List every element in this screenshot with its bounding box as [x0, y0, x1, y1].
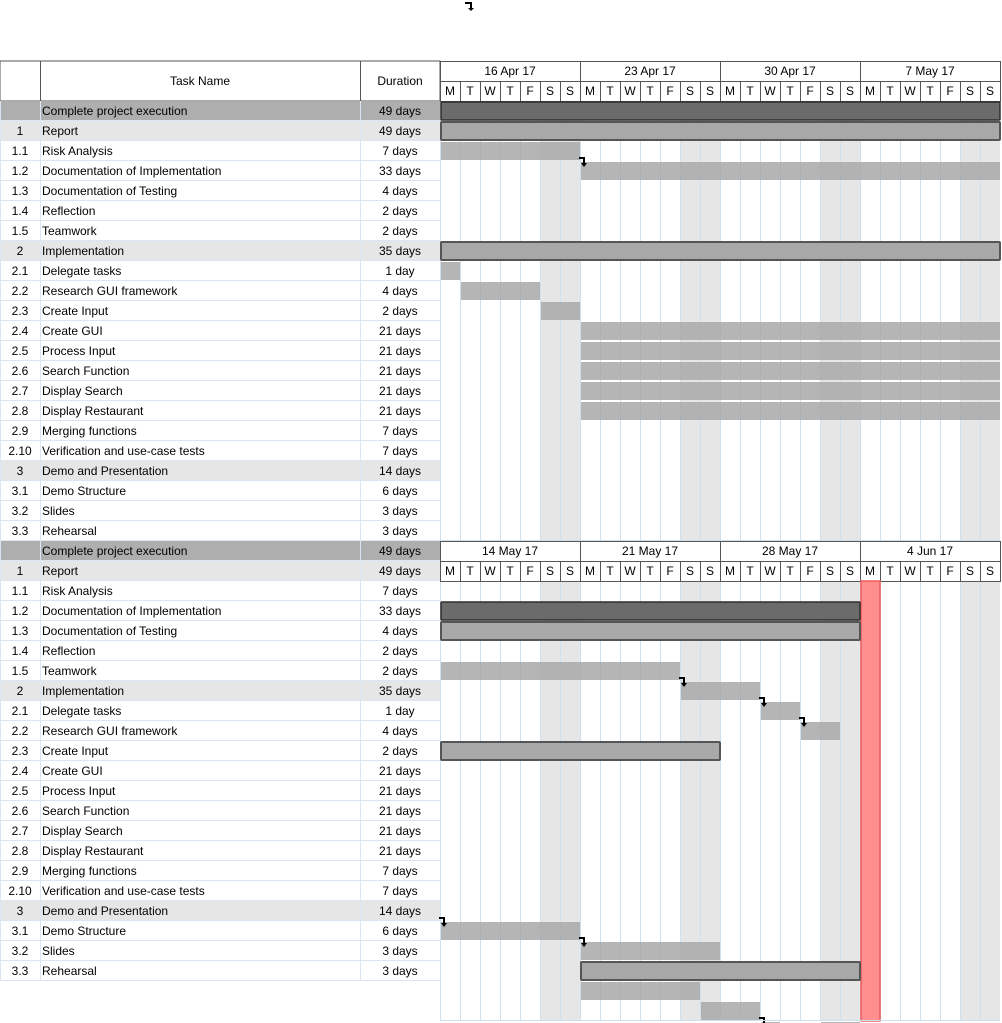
task-bar [801, 722, 840, 740]
table-row[interactable] [0, 401, 440, 421]
task-duration: 49 days [378, 124, 422, 138]
task-bar [581, 322, 1000, 340]
task-duration: 4 days [382, 184, 418, 198]
task-bar [581, 942, 720, 960]
task-name: Merging functions [42, 424, 137, 438]
task-duration: 21 days [378, 844, 422, 858]
task-duration: 6 days [382, 924, 418, 938]
day-letter: S [565, 84, 575, 98]
task-bar [581, 402, 1000, 420]
task-bar [581, 162, 1000, 180]
day-letter: S [825, 84, 835, 98]
task-duration: 2 days [382, 304, 418, 318]
task-bar [441, 142, 580, 160]
table-row[interactable] [0, 461, 440, 481]
task-id: 2.6 [11, 804, 29, 818]
table-row[interactable] [0, 861, 440, 881]
task-name: Slides [42, 504, 75, 518]
table-row[interactable] [0, 561, 440, 581]
task-duration: 21 days [378, 764, 422, 778]
day-letter: W [904, 564, 916, 578]
task-duration: 3 days [382, 504, 418, 518]
task-id: 2.1 [11, 264, 29, 278]
task-duration: 3 days [382, 964, 418, 978]
task-name: Merging functions [42, 864, 137, 878]
task-duration: 49 days [378, 564, 422, 578]
day-letter: S [845, 564, 855, 578]
task-name: Implementation [42, 244, 125, 258]
table-row[interactable] [0, 481, 440, 501]
task-id: 2.7 [11, 384, 29, 398]
task-duration: 7 days [382, 424, 418, 438]
link-arrow [465, 3, 474, 11]
task-id: 2.6 [11, 364, 29, 378]
task-id: 3.3 [11, 964, 29, 978]
task-duration: 2 days [382, 664, 418, 678]
task-name: Verification and use-case tests [42, 444, 205, 458]
day-letter: T [506, 564, 514, 578]
day-letter: M [445, 84, 455, 98]
task-name: Documentation of Testing [42, 184, 178, 198]
task-name: Report [42, 564, 79, 578]
day-letter: T [926, 84, 934, 98]
day-letter: S [685, 84, 695, 98]
task-name: Process Input [42, 784, 116, 798]
task-duration: 21 days [378, 364, 422, 378]
day-letter: S [985, 564, 995, 578]
day-letter: S [965, 564, 975, 578]
task-duration: 49 days [378, 544, 422, 558]
day-letter: M [725, 564, 735, 578]
task-name: Reflection [42, 204, 96, 218]
task-name: Teamwork [42, 664, 97, 678]
task-duration: 35 days [378, 244, 422, 258]
timeline-part [439, 541, 1001, 1023]
task-id: 1.4 [11, 644, 29, 658]
task-name: Documentation of Implementation [42, 164, 222, 178]
task-name: Rehearsal [42, 964, 97, 978]
day-letter: W [484, 564, 496, 578]
task-name: Risk Analysis [42, 144, 113, 158]
table-row[interactable] [0, 261, 440, 281]
weekend-shade [820, 581, 840, 1021]
task-duration: 35 days [378, 684, 422, 698]
day-letter: M [725, 84, 735, 98]
task-name: Verification and use-case tests [42, 884, 205, 898]
task-id: 2.10 [8, 444, 32, 458]
day-letter: T [466, 84, 474, 98]
day-letter: T [466, 564, 474, 578]
table-row[interactable] [0, 241, 440, 261]
task-duration: 4 days [382, 284, 418, 298]
weekend-shade [980, 581, 1000, 1021]
task-id: 1.2 [11, 604, 29, 618]
task-id: 2.3 [11, 304, 29, 318]
task-duration: 2 days [382, 224, 418, 238]
table-row[interactable] [0, 301, 440, 321]
task-bar [541, 302, 580, 320]
task-id: 3.2 [11, 504, 29, 518]
day-letter: W [484, 84, 496, 98]
day-letter: T [746, 84, 754, 98]
day-letter: M [865, 84, 875, 98]
task-bar [441, 662, 680, 680]
task-name: Create GUI [42, 324, 103, 338]
task-id: 1.3 [11, 184, 29, 198]
day-letter: T [886, 84, 894, 98]
column-header-duration: Duration [377, 74, 423, 88]
day-letter: T [926, 564, 934, 578]
day-letter: S [705, 564, 715, 578]
task-name: Display Restaurant [42, 404, 144, 418]
day-letter: F [526, 84, 534, 98]
week-label: 30 Apr 17 [764, 64, 816, 78]
table-row[interactable] [0, 501, 440, 521]
table-row[interactable] [0, 801, 440, 821]
task-duration: 1 day [385, 264, 415, 278]
task-id: 1 [16, 564, 24, 578]
task-bar [461, 282, 540, 300]
day-letter: T [646, 564, 654, 578]
table-row[interactable] [0, 601, 440, 621]
task-duration: 21 days [378, 324, 422, 338]
day-letter: W [624, 564, 636, 578]
task-duration: 1 day [385, 704, 415, 718]
day-letter: T [786, 84, 794, 98]
table-row[interactable] [0, 121, 440, 141]
task-name: Documentation of Implementation [42, 604, 222, 618]
task-bar [581, 342, 1000, 360]
task-id: 1.1 [11, 144, 29, 158]
task-name: Create Input [42, 744, 109, 758]
task-name: Delegate tasks [42, 704, 122, 718]
task-duration: 4 days [382, 724, 418, 738]
task-bar [681, 682, 760, 700]
task-duration: 14 days [378, 464, 422, 478]
table-row[interactable] [0, 341, 440, 361]
task-id: 1.5 [11, 664, 29, 678]
task-duration: 4 days [382, 624, 418, 638]
task-id: 3.1 [11, 924, 29, 938]
task-id: 2.7 [11, 824, 29, 838]
summary-bar [441, 242, 1000, 260]
task-id: 2.9 [11, 424, 29, 438]
table-row[interactable] [0, 441, 440, 461]
week-label: 23 Apr 17 [624, 64, 676, 78]
weekend-shade [560, 581, 580, 1021]
day-letter: T [886, 564, 894, 578]
day-letter: T [606, 84, 614, 98]
task-id: 2.5 [11, 344, 29, 358]
table-row[interactable] [0, 781, 440, 801]
task-bar [441, 922, 580, 940]
day-letter: W [904, 84, 916, 98]
day-letter: F [946, 84, 954, 98]
task-name: Implementation [42, 684, 125, 698]
week-label: 7 May 17 [905, 64, 955, 78]
task-name: Create GUI [42, 764, 103, 778]
summary-bar [441, 602, 860, 620]
table-row[interactable] [0, 541, 440, 561]
summary-bar [581, 962, 860, 980]
table-row[interactable] [0, 701, 440, 721]
task-name: Rehearsal [42, 524, 97, 538]
task-duration: 33 days [378, 164, 422, 178]
task-id: 2.10 [8, 884, 32, 898]
task-name: Slides [42, 944, 75, 958]
task-duration: 2 days [382, 204, 418, 218]
table-row[interactable] [0, 581, 440, 601]
day-letter: T [646, 84, 654, 98]
table-row[interactable] [0, 201, 440, 221]
weekend-shade [560, 101, 580, 541]
task-name: Search Function [42, 804, 130, 818]
task-bar [581, 982, 700, 1000]
week-label: 4 Jun 17 [906, 544, 954, 558]
week-label: 14 May 17 [481, 544, 539, 558]
task-bar [581, 382, 1000, 400]
task-id: 3.2 [11, 944, 29, 958]
table-row[interactable] [0, 761, 440, 781]
task-bar [581, 362, 1000, 380]
table-row[interactable] [0, 161, 440, 181]
day-letter: F [666, 84, 674, 98]
task-id: 1.2 [11, 164, 29, 178]
summary-bar [441, 102, 1000, 120]
task-id: 3 [16, 904, 24, 918]
task-duration: 49 days [378, 104, 422, 118]
day-letter: S [545, 84, 555, 98]
table-row[interactable] [0, 841, 440, 861]
task-duration: 3 days [382, 524, 418, 538]
task-id: 2.5 [11, 784, 29, 798]
table-row[interactable] [0, 141, 440, 161]
table-row[interactable] [0, 661, 440, 681]
day-letter: S [965, 84, 975, 98]
day-letter: M [585, 564, 595, 578]
day-letter: T [606, 564, 614, 578]
task-duration: 2 days [382, 644, 418, 658]
day-letter: F [946, 564, 954, 578]
day-letter: F [806, 84, 814, 98]
task-bar [441, 262, 460, 280]
task-duration: 21 days [378, 824, 422, 838]
task-id: 2.8 [11, 844, 29, 858]
task-name: Risk Analysis [42, 584, 113, 598]
summary-bar [441, 122, 1000, 140]
table-row[interactable] [0, 321, 440, 341]
summary-bar [441, 622, 860, 640]
table-row[interactable] [0, 221, 440, 241]
day-letter: M [445, 564, 455, 578]
day-letter: F [666, 564, 674, 578]
table-row[interactable] [0, 181, 440, 201]
table-row[interactable] [0, 681, 440, 701]
day-letter: T [786, 564, 794, 578]
task-name: Search Function [42, 364, 130, 378]
table-row[interactable] [0, 361, 440, 381]
weekend-shade [840, 581, 860, 1021]
task-duration: 7 days [382, 584, 418, 598]
task-name: Complete project execution [42, 104, 188, 118]
task-id: 2.2 [11, 284, 29, 298]
day-letter: W [764, 84, 776, 98]
today-marker [861, 581, 880, 1021]
task-duration: 7 days [382, 444, 418, 458]
task-id: 2 [16, 684, 24, 698]
task-id: 2 [16, 244, 24, 258]
day-letter: S [845, 84, 855, 98]
task-name: Teamwork [42, 224, 97, 238]
table-row[interactable] [0, 101, 440, 121]
table-row[interactable] [0, 281, 440, 301]
task-name: Display Search [42, 824, 123, 838]
task-name: Create Input [42, 304, 109, 318]
day-letter: M [585, 84, 595, 98]
task-duration: 7 days [382, 884, 418, 898]
task-id: 3.1 [11, 484, 29, 498]
task-name: Report [42, 124, 79, 138]
task-name: Demo and Presentation [42, 464, 169, 478]
task-duration: 21 days [378, 404, 422, 418]
week-label: 21 May 17 [621, 544, 679, 558]
table-row[interactable] [0, 921, 440, 941]
table-row[interactable] [0, 381, 440, 401]
table-row[interactable] [0, 961, 440, 981]
day-letter: T [506, 84, 514, 98]
task-duration: 14 days [378, 904, 422, 918]
day-letter: S [685, 564, 695, 578]
task-duration: 33 days [378, 604, 422, 618]
task-duration: 21 days [378, 344, 422, 358]
task-duration: 7 days [382, 144, 418, 158]
task-id: 2.3 [11, 744, 29, 758]
column-header-task-name: Task Name [169, 74, 231, 88]
table-row[interactable] [0, 821, 440, 841]
task-id: 2.4 [11, 764, 29, 778]
day-letter: S [545, 564, 555, 578]
day-letter: S [825, 564, 835, 578]
week-label: 16 Apr 17 [484, 64, 536, 78]
task-name: Documentation of Testing [42, 624, 178, 638]
summary-bar [441, 742, 720, 760]
task-duration: 7 days [382, 864, 418, 878]
task-duration: 6 days [382, 484, 418, 498]
weekend-shade [960, 581, 980, 1021]
day-letter: W [624, 84, 636, 98]
task-id: 2.9 [11, 864, 29, 878]
table-row[interactable] [0, 741, 440, 761]
day-letter: M [865, 564, 875, 578]
task-id: 2.4 [11, 324, 29, 338]
table-row[interactable] [0, 901, 440, 921]
day-letter: F [806, 564, 814, 578]
weekend-shade [540, 581, 560, 1021]
table-row[interactable] [0, 721, 440, 741]
task-name: Process Input [42, 344, 116, 358]
task-name: Complete project execution [42, 544, 188, 558]
task-name: Display Search [42, 384, 123, 398]
timeline-part [440, 61, 1001, 541]
day-letter: S [565, 564, 575, 578]
task-id: 1 [16, 124, 24, 138]
task-id: 1.5 [11, 224, 29, 238]
task-id: 1.3 [11, 624, 29, 638]
task-id: 2.8 [11, 404, 29, 418]
table-row[interactable] [0, 521, 440, 541]
task-name: Delegate tasks [42, 264, 122, 278]
task-duration: 3 days [382, 944, 418, 958]
table-row[interactable] [0, 621, 440, 641]
table-row[interactable] [0, 881, 440, 901]
day-letter: S [705, 84, 715, 98]
task-name: Demo Structure [42, 924, 127, 938]
task-id: 2.2 [11, 724, 29, 738]
task-duration: 2 days [382, 744, 418, 758]
task-name: Reflection [42, 644, 96, 658]
task-name: Research GUI framework [42, 284, 178, 298]
table-row[interactable] [0, 641, 440, 661]
week-label: 28 May 17 [761, 544, 819, 558]
day-letter: S [985, 84, 995, 98]
task-duration: 21 days [378, 384, 422, 398]
task-id: 1.4 [11, 204, 29, 218]
day-letter: W [764, 564, 776, 578]
task-id: 1.1 [11, 584, 29, 598]
task-name: Research GUI framework [42, 724, 178, 738]
task-name: Demo and Presentation [42, 904, 169, 918]
task-name: Demo Structure [42, 484, 127, 498]
task-bar [761, 702, 800, 720]
day-letter: T [746, 564, 754, 578]
weekend-shade [540, 101, 560, 541]
task-duration: 21 days [378, 804, 422, 818]
table-row[interactable] [0, 941, 440, 961]
task-bar [701, 1002, 760, 1020]
task-name: Display Restaurant [42, 844, 144, 858]
task-duration: 21 days [378, 784, 422, 798]
task-id: 3 [16, 464, 24, 478]
task-id: 3.3 [11, 524, 29, 538]
day-letter: F [526, 564, 534, 578]
table-row[interactable] [0, 421, 440, 441]
task-id: 2.1 [11, 704, 29, 718]
